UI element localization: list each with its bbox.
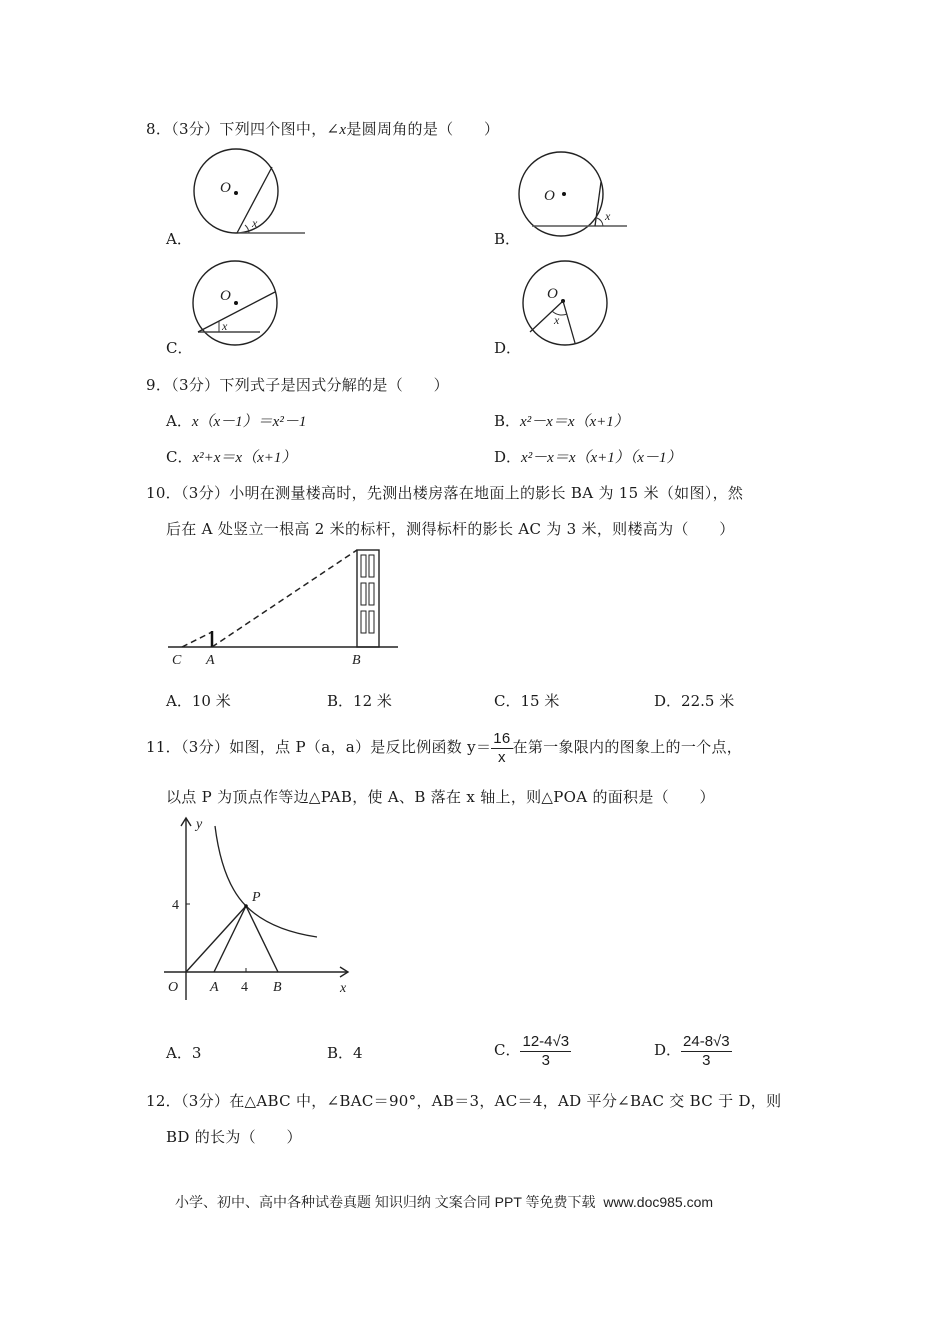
q10-stem-line2: 后在 A 处竖立一根高 2 米的标杆，测得标杆的影长 AC 为 3 米，则楼高为（ ） (166, 520, 735, 538)
q9-option-d (494, 446, 681, 467)
frac-num: 24-8√3 (683, 1032, 730, 1050)
q8-stem (146, 118, 499, 139)
point-a-label: A (206, 653, 215, 668)
q11-option-b (327, 1042, 363, 1063)
q11-points: （3分） (181, 738, 230, 756)
svg-text:x: x (605, 209, 611, 223)
q8-option-b-label: B． (494, 230, 521, 248)
svg-text:x: x (222, 319, 228, 333)
option-label: C． (166, 448, 193, 466)
option-label: D． (494, 448, 522, 466)
q11-line1-post: 在第一象限内的图象上的一个点， (512, 738, 743, 756)
q8-number: 8． (146, 120, 172, 138)
q9-option-a (166, 410, 306, 431)
q8-option-d-label: D． (494, 339, 522, 357)
q10-number: 10． (146, 484, 181, 502)
point-c-label: C (172, 653, 182, 668)
svg-text:x: x (252, 216, 258, 230)
q12-stem-line1 (146, 1090, 781, 1111)
q8-figure-d (520, 258, 615, 350)
q11-option-a (166, 1042, 201, 1063)
option-expr: x（x－1）＝x²－1 (191, 414, 307, 430)
q12-number: 12． (146, 1092, 181, 1110)
option-text: 15 米 (520, 692, 560, 710)
q10-points: （3分） (181, 484, 230, 502)
q11-stem-line2: 以点 P 为顶点作等边△PAB，使 A、B 落在 x 轴上，则△POA 的面积是（ ） (166, 788, 715, 806)
option-expr: x²+x＝x（x+1） (192, 450, 297, 466)
q9-option-b (494, 410, 629, 431)
q9-option-c (166, 446, 296, 467)
svg-text:O: O (220, 288, 231, 304)
frac-den: 3 (702, 1051, 711, 1069)
svg-text:O: O (544, 188, 555, 204)
q12-points: （3分） (181, 1092, 230, 1110)
y-axis-label: y (196, 817, 203, 832)
option-label: B． (327, 1044, 354, 1062)
point-b-label: B (352, 653, 361, 668)
option-label: B． (494, 412, 521, 430)
q11-number: 11． (146, 738, 181, 756)
option-label: D． (654, 692, 682, 710)
point-a-label: A (210, 980, 219, 995)
q10-option-a (166, 690, 231, 711)
option-expr: x²－x＝x（x+1）（x－1） (521, 450, 682, 466)
frac-num: 12-4√3 (522, 1032, 570, 1050)
q10-line1: 小明在测量楼高时，先测出楼房落在地面上的影长 BA 为 15 米（如图），然 (229, 484, 744, 502)
q10-option-b (327, 690, 392, 711)
option-expr: x²－x＝x（x+1） (520, 414, 629, 430)
q11-figure-hyperbola (160, 812, 360, 1007)
q9-stem (146, 374, 449, 395)
option-label: D． (654, 1041, 682, 1059)
frac-den: x (497, 748, 506, 766)
svg-text:x: x (554, 313, 560, 327)
option-label: C． (494, 692, 521, 710)
page-footer (175, 1192, 713, 1212)
fraction-16-over-x (491, 730, 512, 767)
option-label: C． (494, 1041, 521, 1059)
option-text: 3 (191, 1044, 202, 1062)
option-fraction (681, 1033, 732, 1070)
footer-url[interactable]: www.doc985.com (603, 1194, 714, 1210)
x-axis-label: x (340, 981, 347, 996)
q12-stem-line2: BD 的长为（ ） (166, 1128, 302, 1146)
q8-option-c-label: C． (166, 339, 193, 357)
point-p-label: P (252, 890, 261, 905)
q8-figure-c (190, 258, 285, 350)
q8-points: （3分） (171, 120, 220, 138)
origin-label: O (168, 980, 179, 995)
center-label: O (220, 180, 231, 196)
point-b-label: B (273, 980, 282, 995)
q9-points: （3分） (171, 376, 220, 394)
option-text: 4 (353, 1044, 363, 1062)
option-text: 22.5 米 (681, 692, 735, 710)
q11-line1-pre: 如图，点 P（a，a）是反比例函数 y＝ (229, 738, 492, 756)
q8-figure-a (185, 145, 310, 245)
option-label: A． (166, 412, 192, 430)
option-text: 10 米 (191, 692, 231, 710)
q8-stem-post: 是圆周角的是（ ） (346, 120, 500, 138)
q9-stem-text: 下列式子是因式分解的是（ ） (219, 376, 449, 394)
svg-text:O: O (547, 286, 558, 302)
option-label: B． (327, 692, 354, 710)
footer-text: 小学、初中、高中各种试卷真题 知识归纳 文案合同 PPT 等免费下载 (175, 1194, 596, 1210)
q10-option-c (494, 690, 559, 711)
q11-option-d (654, 1028, 732, 1072)
frac-den: 3 (541, 1051, 550, 1069)
q11-stem-line1 (146, 727, 742, 767)
option-label: A． (166, 1044, 192, 1062)
q8-figure-b (515, 148, 635, 243)
q10-figure-building-shadow (160, 545, 405, 670)
q8-stem-pre: 下列四个图中，∠ (219, 120, 340, 138)
q8-stem-var: x (339, 122, 347, 138)
q10-stem-line1 (146, 482, 743, 503)
q8-option-a-label: A． (166, 230, 192, 248)
y-tick-4: 4 (172, 898, 179, 913)
frac-num: 16 (493, 729, 511, 747)
q9-number: 9． (146, 376, 172, 394)
q12-line1: 在△ABC 中，∠BAC＝90°，AB＝3，AC＝4，AD 平分∠BAC 交 BC 于 D，则 (229, 1092, 782, 1110)
x-tick-4: 4 (241, 980, 248, 995)
q10-option-d (654, 690, 734, 711)
option-fraction (520, 1033, 571, 1070)
option-text: 12 米 (353, 692, 392, 710)
option-label: A． (166, 692, 192, 710)
q11-option-c (494, 1028, 571, 1072)
